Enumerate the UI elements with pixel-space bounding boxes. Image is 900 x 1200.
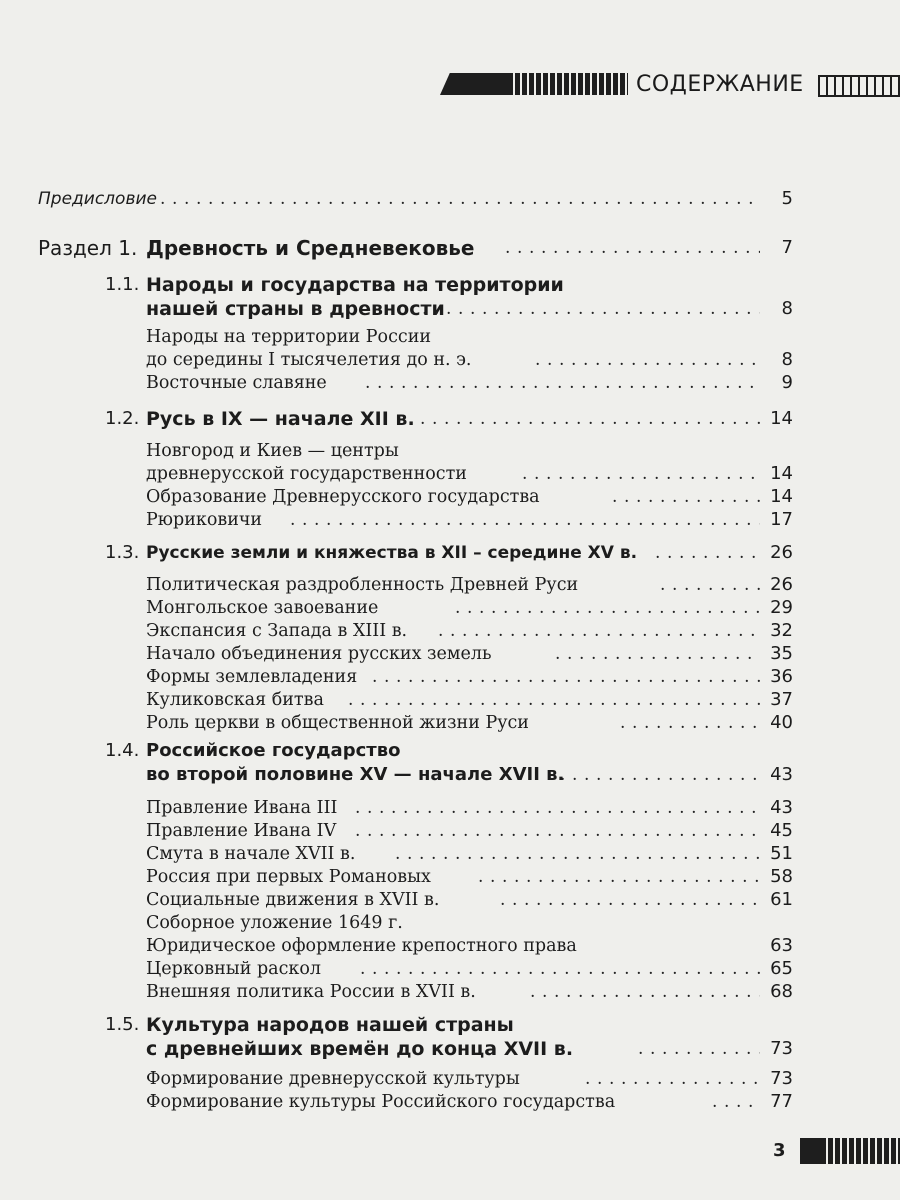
item-label: Экспансия с Запада в XIII в. bbox=[146, 621, 408, 641]
toc-item[interactable] bbox=[0, 710, 900, 736]
item-label-line1: Народы на территории России bbox=[146, 327, 432, 347]
page-header bbox=[440, 70, 900, 102]
header-stripes-decoration bbox=[508, 73, 628, 95]
section-prefix: Раздел 1. bbox=[38, 236, 138, 260]
item-label: Роль церкви в общественной жизни Руси bbox=[146, 713, 529, 733]
toc-item[interactable] bbox=[0, 1089, 900, 1115]
leader-dots bbox=[530, 979, 760, 1005]
item-label: Монгольское завоевание bbox=[146, 598, 379, 618]
leader-dots bbox=[638, 1036, 760, 1062]
leader-dots bbox=[505, 233, 760, 263]
leader-dots bbox=[365, 370, 760, 396]
leader-dots bbox=[620, 710, 760, 736]
leader-dots bbox=[290, 507, 760, 533]
chapter-title-line1: Народы и государства на территории bbox=[146, 274, 564, 296]
item-page: 32 bbox=[770, 620, 793, 641]
toc-item[interactable] bbox=[0, 507, 900, 533]
item-label: Образование Древнерусского государства bbox=[146, 487, 540, 507]
chapter-number: 1.3. bbox=[105, 542, 140, 563]
item-label: Церковный раскол bbox=[146, 959, 321, 979]
header-bar-decoration bbox=[440, 73, 510, 95]
item-label: Внешняя политика России в XVII в. bbox=[146, 982, 476, 1002]
chapter-title: Русские земли и княжества в XII – середине XV в. bbox=[146, 543, 638, 563]
item-page: 36 bbox=[770, 666, 793, 687]
item-label-line2: древнерусской государственности bbox=[146, 464, 467, 484]
item-page: 61 bbox=[770, 889, 793, 910]
item-page: 29 bbox=[770, 597, 793, 618]
chapter-page: 8 bbox=[781, 298, 793, 319]
toc-chapter-1-4-cont[interactable] bbox=[0, 762, 900, 788]
chapter-number: 1.5. bbox=[105, 1014, 140, 1035]
item-label-line2: до середины I тысячелетия до н. э. bbox=[146, 350, 472, 370]
item-page: 73 bbox=[770, 1068, 793, 1089]
chapter-title-line2: с древнейших времён до конца XVII в. bbox=[146, 1038, 574, 1060]
item-page: 17 bbox=[770, 509, 793, 530]
chapter-page: 26 bbox=[770, 542, 793, 563]
item-page: 14 bbox=[770, 463, 793, 484]
toc-chapter-1-5-cont[interactable] bbox=[0, 1036, 900, 1062]
item-label: Юридическое оформление крепостного права bbox=[146, 936, 577, 956]
item-page: 68 bbox=[770, 981, 793, 1002]
item-page: 14 bbox=[770, 486, 793, 507]
toc-chapter-1-3[interactable] bbox=[0, 540, 900, 566]
item-page: 8 bbox=[781, 349, 793, 370]
item-page: 40 bbox=[770, 712, 793, 733]
item-page: 26 bbox=[770, 574, 793, 595]
chapter-number: 1.4. bbox=[105, 740, 140, 761]
chapter-number: 1.2. bbox=[105, 408, 140, 429]
item-label: Социальные движения в XVII в. bbox=[146, 890, 440, 910]
item-page: 37 bbox=[770, 689, 793, 710]
page-number: 3 bbox=[773, 1140, 786, 1161]
item-label: Правление Ивана IV bbox=[146, 821, 337, 841]
leader-dots bbox=[408, 406, 760, 432]
leader-dots bbox=[410, 296, 760, 322]
header-stripes-right-decoration bbox=[818, 75, 900, 97]
item-label: Формирование древнерусской культуры bbox=[146, 1069, 520, 1089]
leader-dots bbox=[712, 1089, 760, 1115]
item-label: Смута в начале XVII в. bbox=[146, 844, 356, 864]
chapter-title-line1: Культура народов нашей страны bbox=[146, 1014, 514, 1036]
chapter-title: Русь в IX — начале XII в. bbox=[146, 408, 415, 430]
item-page: 63 bbox=[770, 935, 793, 956]
toc-item[interactable] bbox=[0, 370, 900, 396]
footer-stripes-decoration bbox=[800, 1138, 900, 1164]
chapter-page: 73 bbox=[770, 1038, 793, 1059]
toc-chapter-1-1[interactable] bbox=[0, 272, 900, 298]
chapter-number: 1.1. bbox=[105, 274, 140, 295]
item-label: Формы землевладения bbox=[146, 667, 358, 687]
section-title: Древность и Средневековье bbox=[146, 236, 475, 260]
toc-chapter-1-2[interactable] bbox=[0, 406, 900, 432]
toc-section-1[interactable] bbox=[0, 233, 900, 263]
toc-entry-preface[interactable] bbox=[0, 186, 900, 212]
chapter-page: 43 bbox=[770, 764, 793, 785]
item-label: Восточные славяне bbox=[146, 373, 327, 393]
chapter-title-line1: Российское государство bbox=[146, 740, 401, 761]
toc-chapter-1-4[interactable] bbox=[0, 738, 900, 764]
item-page: 35 bbox=[770, 643, 793, 664]
item-page: 58 bbox=[770, 866, 793, 887]
item-label: Россия при первых Романовых bbox=[146, 867, 431, 887]
section-page: 7 bbox=[781, 237, 793, 258]
item-label: Политическая раздробленность Древней Руси bbox=[146, 575, 579, 595]
entry-label: Предисловие bbox=[38, 189, 157, 209]
page-title: СОДЕРЖАНИЕ bbox=[636, 72, 804, 97]
item-page: 51 bbox=[770, 843, 793, 864]
item-label: Соборное уложение 1649 г. bbox=[146, 913, 403, 933]
item-label-line1: Новгород и Киев — центры bbox=[146, 441, 399, 461]
toc-item[interactable] bbox=[0, 979, 900, 1005]
chapter-title-line2: во второй половине XV — начале XVII в. bbox=[146, 764, 565, 785]
item-page: 65 bbox=[770, 958, 793, 979]
chapter-title-line2: нашей страны в древности bbox=[146, 298, 445, 320]
toc-chapter-1-1-cont[interactable] bbox=[0, 296, 900, 322]
item-label: Правление Ивана III bbox=[146, 798, 338, 818]
chapter-page: 14 bbox=[770, 408, 793, 429]
leader-dots bbox=[655, 540, 760, 566]
item-label: Формирование культуры Российского государства bbox=[146, 1092, 616, 1112]
item-page: 43 bbox=[770, 797, 793, 818]
entry-page: 5 bbox=[781, 188, 793, 209]
item-label: Рюриковичи bbox=[146, 510, 263, 530]
item-label: Куликовская битва bbox=[146, 690, 324, 710]
leader-dots bbox=[160, 186, 760, 212]
item-page: 77 bbox=[770, 1091, 793, 1112]
item-page: 9 bbox=[781, 372, 793, 393]
item-page: 45 bbox=[770, 820, 793, 841]
item-label: Начало объединения русских земель bbox=[146, 644, 492, 664]
toc-chapter-1-5[interactable] bbox=[0, 1012, 900, 1038]
leader-dots bbox=[548, 762, 760, 788]
